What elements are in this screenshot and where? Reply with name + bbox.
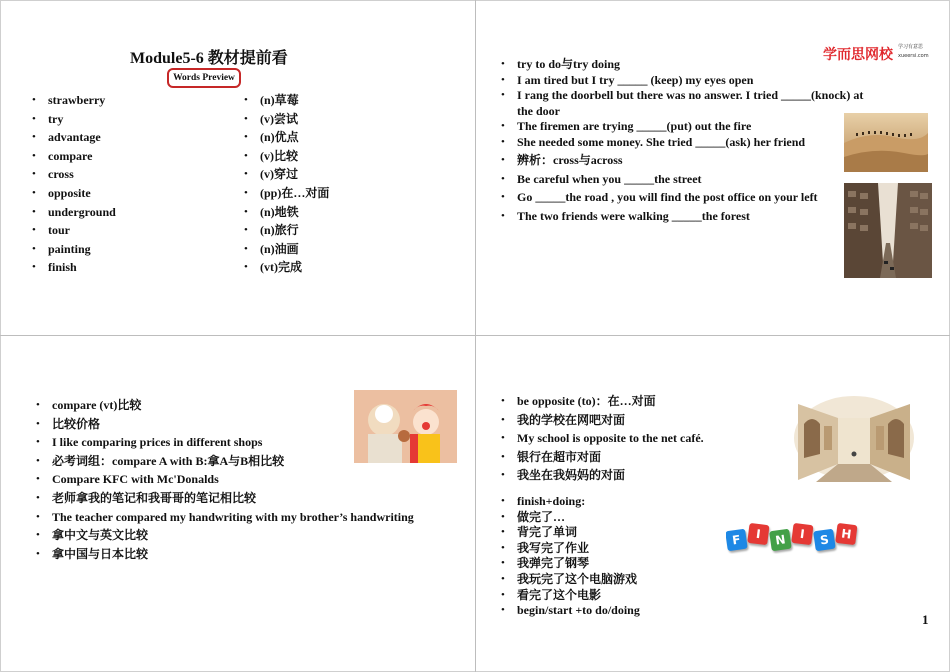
finish-item: • 背完了单词 — [501, 525, 640, 541]
exercise-text: try to do与try doing — [517, 57, 620, 71]
meaning-item: • (n)油画 — [244, 240, 329, 259]
exercise-item — [501, 88, 863, 119]
word-item: • opposite — [32, 184, 116, 203]
finish-list — [501, 494, 640, 619]
finish-letter-block: F — [726, 529, 748, 552]
finish-letter-block: S — [813, 529, 836, 552]
word-item: • finish — [32, 258, 116, 277]
opposite-item: • be opposite (to)：在…对面 — [501, 392, 704, 411]
finish-item: • 做完了… — [501, 510, 640, 526]
shopping-arcade-image — [792, 394, 916, 482]
city-street-image — [844, 183, 932, 278]
word-item: • try — [32, 110, 116, 129]
finish-item: • 我玩完了这个电脑游戏 — [501, 572, 640, 588]
finish-item: • finish+doing: — [501, 494, 640, 510]
meaning-list — [244, 91, 329, 277]
exercise-list — [501, 57, 863, 224]
opposite-item: • 我坐在我妈妈的对面 — [501, 466, 704, 485]
meaning-item: • (vt)完成 — [244, 258, 329, 277]
word-list — [32, 91, 116, 277]
slide-title: Module5-6 教材提前看 — [130, 50, 288, 67]
compare-list — [36, 396, 414, 563]
compare-item: • Compare KFC with Mc'Donalds — [36, 470, 414, 489]
compare-item: • compare (vt)比较 — [36, 396, 414, 415]
slide-4 — [476, 336, 950, 672]
finish-letter-blocks — [726, 520, 862, 554]
meaning-item: • (v)穿过 — [244, 165, 329, 184]
finish-letter-block: I — [791, 523, 813, 545]
word-item: • cross — [32, 165, 116, 184]
logo-slogan: 学习有意思 — [898, 44, 924, 50]
word-item: • underground — [32, 203, 116, 222]
exercise-item — [501, 153, 863, 169]
finish-letter-block: H — [835, 523, 857, 545]
word-item: • painting — [32, 240, 116, 259]
exercise-item — [501, 135, 863, 151]
finish-item: • 我弹完了钢琴 — [501, 556, 640, 572]
exercise-item — [501, 190, 863, 206]
finish-blocks-image — [726, 520, 862, 554]
exercise-item — [501, 73, 863, 89]
meaning-item: • (pp)在…对面 — [244, 184, 329, 203]
exercise-text: I am tired but I try _____ (keep) my eyes open — [517, 72, 754, 87]
logo-url: xueersi.com — [898, 53, 929, 59]
opposite-item: • 银行在超市对面 — [501, 448, 704, 467]
exercise-text: She needed some money. She tried _____(ask) her friend — [517, 134, 806, 149]
desert-caravan-image — [844, 113, 928, 172]
compare-item: • 比较价格 — [36, 415, 414, 434]
meaning-item: • (v)比较 — [244, 147, 329, 166]
meaning-item: • (n)草莓 — [244, 91, 329, 110]
compare-item: • 拿中文与英文比较 — [36, 526, 414, 545]
word-item: • compare — [32, 147, 116, 166]
exercise-text: The firemen are trying _____(put) out the fire — [517, 119, 752, 133]
opposite-item: • 我的学校在网吧对面 — [501, 411, 704, 430]
exercise-text: Go _____the road , you will find the post office on your left — [517, 190, 818, 204]
compare-item: • The teacher compared my handwriting with my brother’s handwriting — [36, 508, 414, 527]
word-item: • advantage — [32, 128, 116, 147]
logo-text: 学而思网校 — [823, 47, 893, 63]
opposite-item: • My school is opposite to the net café. — [501, 429, 704, 448]
exercise-text: I rang the doorbell but there was no answer. I tried _____(knock) at — [517, 88, 864, 102]
word-item: • strawberry — [32, 91, 116, 110]
finish-item: • 看完了这个电影 — [501, 588, 640, 604]
exercise-item — [501, 57, 863, 73]
finish-item: • begin/start +to do/doing — [501, 603, 640, 619]
finish-letter-block: N — [769, 529, 792, 552]
meaning-item: • (n)地铁 — [244, 203, 329, 222]
exercise-text: Be careful when you _____the street — [517, 171, 702, 186]
exercise-item — [501, 119, 863, 135]
exercise-text: The two friends were walking _____the forest — [517, 208, 750, 223]
words-preview-badge: Words Preview — [167, 68, 241, 88]
compare-item: • I like comparing prices in different shops — [36, 433, 414, 452]
compare-item: • 拿中国与日本比较 — [36, 545, 414, 564]
meaning-item: • (n)旅行 — [244, 221, 329, 240]
exercise-item — [501, 209, 863, 225]
compare-item: • 老师拿我的笔记和我哥哥的笔记相比较 — [36, 489, 414, 508]
compare-item: • 必考词组：compare A with B:拿A与B相比较 — [36, 452, 414, 471]
slide-1 — [0, 0, 475, 335]
word-item: • tour — [32, 221, 116, 240]
finish-letter-block: I — [747, 523, 769, 545]
slide-2 — [476, 0, 950, 335]
meaning-item: • (n)优点 — [244, 128, 329, 147]
exercise-text-continued: the door — [517, 103, 560, 118]
finish-item: • 我写完了作业 — [501, 541, 640, 557]
exercise-text: 辨析：cross与across — [517, 153, 623, 167]
slide-3 — [0, 336, 475, 672]
meaning-item: • (v)尝试 — [244, 110, 329, 129]
page-number: 1 — [922, 612, 929, 627]
exercise-item — [501, 172, 863, 188]
opposite-list — [501, 392, 704, 485]
